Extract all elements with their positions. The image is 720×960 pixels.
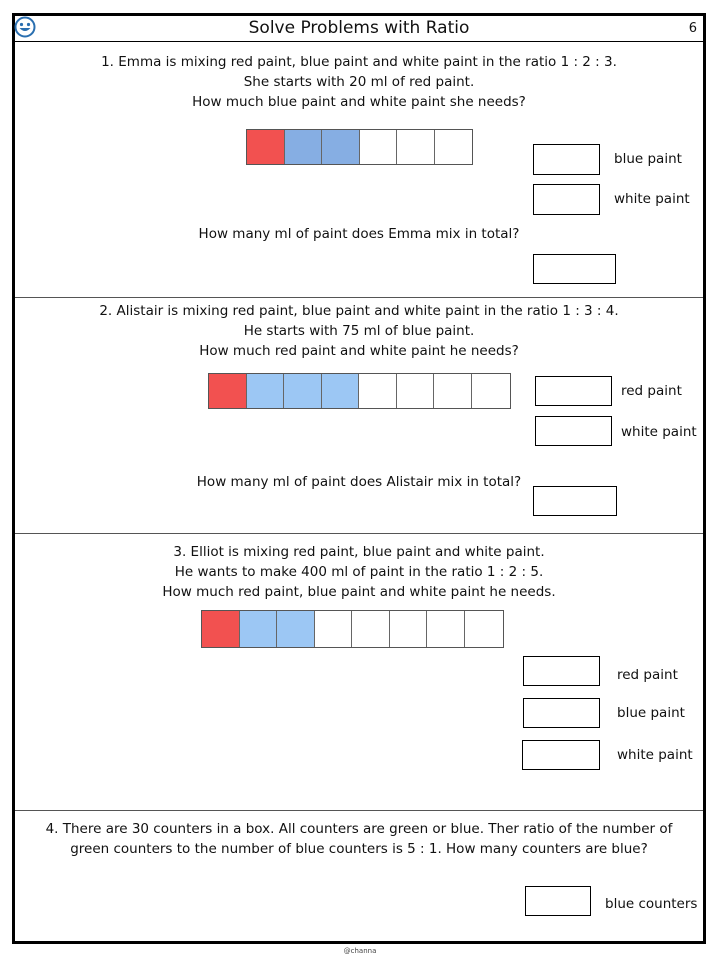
question-4-text [15,819,703,859]
question-2 [15,298,703,534]
ratio-bar-cell-blue-light [277,611,315,647]
ratio-bar-cell-blue-light [322,374,360,408]
ratio-bar-cell-white [352,611,390,647]
question-3-text [15,542,703,602]
ratio-bar [208,373,511,409]
answer-box-red-paint[interactable] [535,376,612,406]
ratio-bar-cell-blue-light [284,374,322,408]
followup-question: How many ml of paint does Emma mix in total? [198,226,520,242]
answer-box-red-paint[interactable] [523,656,600,686]
ratio-bar-cell-white [435,130,473,164]
question-line: 3. Elliot is mixing red paint, blue paint and white paint. [173,544,545,560]
answer-label: white paint [617,747,693,763]
question-line: green counters to the number of blue counters is 5 : 1. How many counters are blue? [70,841,648,857]
ratio-bar [246,129,473,165]
answer-label: white paint [621,424,697,440]
answer-box-white-paint[interactable] [522,740,600,770]
page-number: 6 [688,21,697,36]
answer-box-total[interactable] [533,254,616,284]
question-1 [15,42,703,298]
answer-box-blue-counters[interactable] [525,886,591,916]
ratio-bar-cell-blue-dark [285,130,323,164]
question-4 [15,811,703,941]
answer-label: blue counters [605,896,698,912]
page-title: Solve Problems with Ratio [248,18,470,38]
question-1-text [15,52,703,112]
ratio-bar [201,610,504,648]
answer-label: blue paint [617,705,685,721]
ratio-bar-cell-red [202,611,240,647]
ratio-bar-cell-red [247,130,285,164]
question-line: 2. Alistair is mixing red paint, blue paint and white paint in the ratio 1 : 3 : 4. [99,303,619,319]
question-line: 1. Emma is mixing red paint, blue paint and white paint in the ratio 1 : 2 : 3. [101,54,617,70]
ratio-bar-cell-white [390,611,428,647]
question-line: 4. There are 30 counters in a box. All counters are green or blue. Ther ratio of the number of [45,821,673,837]
ratio-bar-cell-white [360,130,398,164]
answer-box-white-paint[interactable] [533,184,600,215]
answer-box-blue-paint[interactable] [533,144,600,175]
ratio-bar-cell-white [472,374,510,408]
ratio-bar-cell-white [434,374,472,408]
answer-label: blue paint [614,151,682,167]
answer-label: red paint [617,667,678,683]
answer-box-total[interactable] [533,486,617,516]
ratio-bar-cell-white [465,611,503,647]
answer-label: white paint [614,191,690,207]
ratio-bar-cell-blue-dark [322,130,360,164]
answer-label: red paint [621,383,682,399]
question-2-text [15,301,703,361]
question-line: He wants to make 400 ml of paint in the ratio 1 : 2 : 5. [174,564,544,580]
ratio-bar-cell-white [359,374,397,408]
ratio-bar-cell-blue-light [240,611,278,647]
ratio-bar-cell-white [315,611,353,647]
ratio-bar-cell-white [427,611,465,647]
question-line: How much red paint, blue paint and white paint he needs. [162,584,556,600]
answer-box-white-paint[interactable] [535,416,612,446]
header [15,16,703,42]
worksheet [12,13,706,944]
question-line: How much blue paint and white paint she needs? [192,94,526,110]
question-line: He starts with 75 ml of blue paint. [243,323,475,339]
ratio-bar-cell-white [397,130,435,164]
ratio-bar-cell-white [397,374,435,408]
followup-question: How many ml of paint does Alistair mix in total? [196,474,522,490]
question-line: She starts with 20 ml of red paint. [243,74,475,90]
answer-box-blue-paint[interactable] [523,698,600,728]
footer-credit: @channa [343,947,377,955]
ratio-bar-cell-red [209,374,247,408]
ratio-bar-cell-blue-light [247,374,285,408]
question-line: How much red paint and white paint he needs? [199,343,519,359]
question-3 [15,534,703,811]
